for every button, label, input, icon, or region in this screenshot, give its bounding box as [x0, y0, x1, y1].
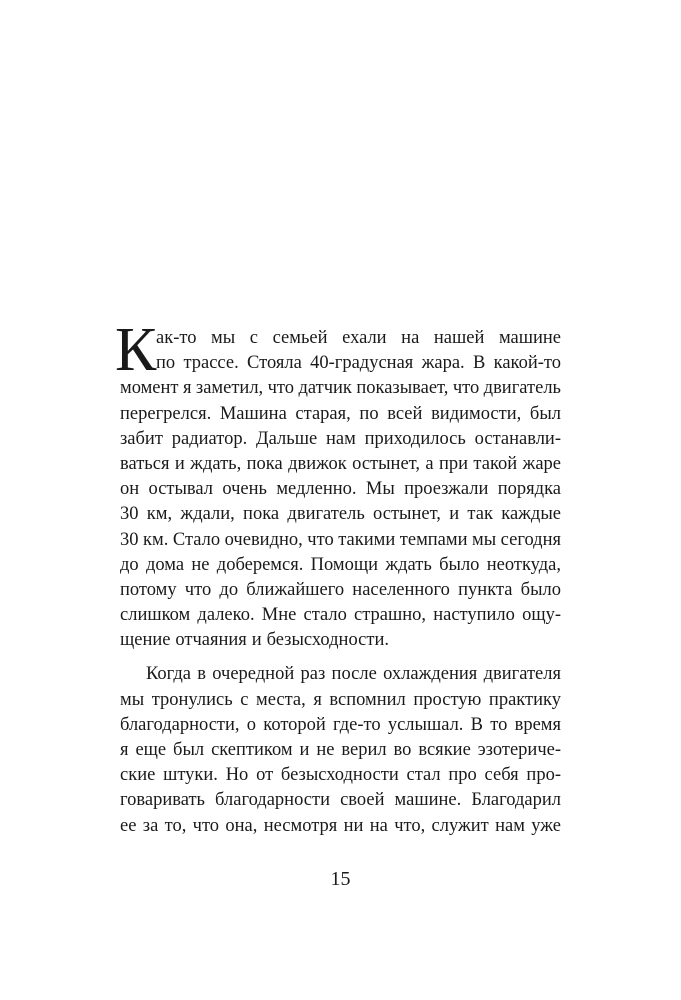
paragraph-line	[120, 814, 561, 839]
line-text: мы тронулись с места, я вспомнил простую практику	[120, 689, 561, 710]
paragraph-line	[120, 402, 561, 427]
paragraph-line	[120, 452, 561, 477]
paragraph-1	[115, 316, 561, 653]
line-text: ак-то мы с семьей ехали на нашей машине	[156, 328, 561, 348]
paragraph-line	[120, 688, 561, 713]
paragraph-line	[120, 662, 561, 687]
paragraph-line	[120, 528, 561, 553]
paragraph-line	[120, 427, 561, 452]
line-text: забит радиатор. Дальше нам приходилось останавли-	[120, 428, 561, 449]
line-text: он остывал очень медленно. Мы проезжали порядка	[120, 479, 561, 500]
paragraph-2	[120, 662, 561, 838]
line-text: до дома не доберемся. Помощи ждать было неоткуда,	[120, 554, 561, 575]
paragraph-line	[120, 553, 561, 578]
paragraph-line	[120, 351, 561, 376]
line-text: по трассе. Стояла 40-градусная жара. В какой-то	[156, 353, 561, 374]
paragraph-line	[120, 578, 561, 603]
line-text: момент я заметил, что датчик показывает, что двигатель	[120, 378, 561, 399]
drop-cap: К	[115, 316, 157, 384]
line-text: перегрелся. Машина старая, по всей видимости, был	[120, 403, 561, 424]
line-text: слишком далеко. Мне стало страшно, наступило ощу-	[120, 605, 561, 626]
paragraph-line	[120, 788, 561, 813]
paragraph-line	[120, 628, 561, 653]
line-text: Когда в очередной раз после охлаждения двигателя	[146, 664, 561, 685]
paragraph-line	[120, 376, 561, 401]
line-text: говаривать благодарности своей машине. Благодарил	[120, 790, 561, 811]
line-text: ские штуки. Но от безысходности стал про себя про-	[120, 765, 561, 786]
line-text: потому что до ближайшего населенного пункта было	[120, 579, 561, 600]
line-text: 30 км, ждали, пока двигатель остынет, и так каждые	[120, 504, 561, 525]
paragraph-line	[120, 763, 561, 788]
paragraph-line	[120, 502, 561, 527]
line-text: ваться и ждать, пока движок остынет, а при такой жаре	[120, 453, 561, 474]
paragraph-line	[120, 477, 561, 502]
line-text: ее за то, что она, несмотря ни на что, служит нам уже	[120, 815, 561, 836]
line-text: щение отчаяния и безысходности.	[120, 630, 389, 651]
paragraph-line	[120, 603, 561, 628]
paragraph-line	[120, 713, 561, 738]
line-text: я еще был скептиком и не верил во всякие эзотериче-	[120, 740, 561, 760]
line-text: благодарности, о которой где-то услышал. В то время	[120, 714, 561, 735]
paragraph-line	[120, 738, 561, 763]
body-text	[115, 316, 561, 839]
line-text: 30 км. Стало очевидно, что такими темпами мы сегодня	[120, 529, 561, 550]
page-number: 15	[330, 868, 351, 890]
